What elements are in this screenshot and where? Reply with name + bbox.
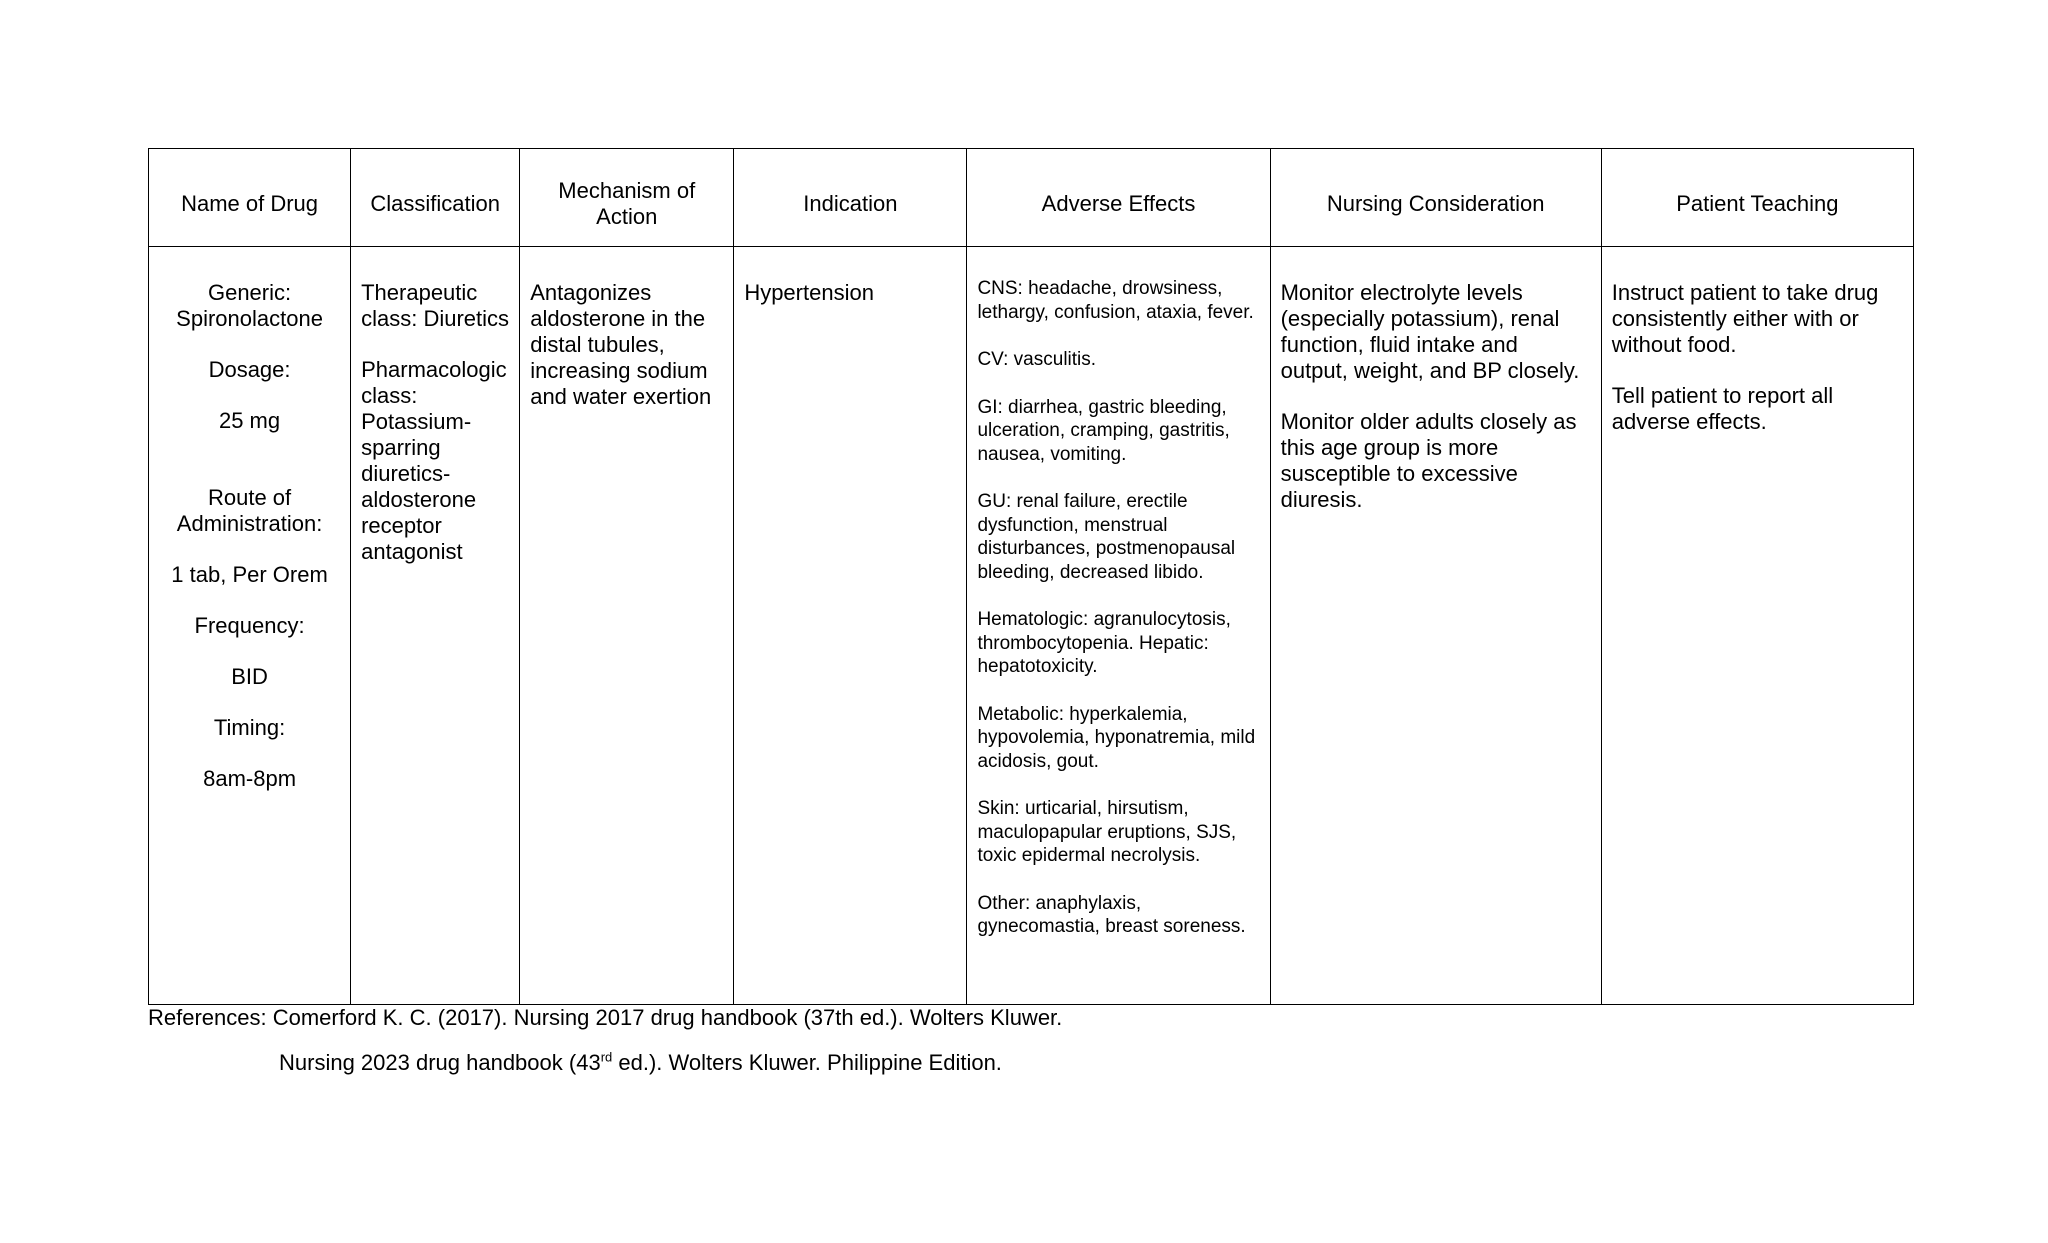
dosage-label: Dosage:: [208, 357, 291, 382]
adverse-effect-hematologic: Hematologic: agranulocytosis, thrombocytopenia. Hepatic: hepatotoxicity.: [977, 609, 1231, 677]
adverse-effect-metabolic: Metabolic: hyperkalemia, hypovolemia, hyponatremia, mild acidosis, gout.: [977, 703, 1256, 772]
references-line-2: [279, 1050, 1002, 1076]
nursing-consideration-1: Monitor electrolyte levels (especially potassium), renal function, fluid intake and output, weight, and BP closely.: [1280, 280, 1580, 383]
pharmacologic-class: Pharmacologic class: Potassium-sparring diuretics-aldosterone receptor antagonist: [361, 357, 507, 564]
header-mechanism-of-action: Mechanism of Action: [520, 149, 734, 247]
frequency-label: Frequency:: [194, 613, 305, 638]
cell-classification: [351, 247, 520, 1005]
timing-label: Timing:: [213, 715, 286, 740]
header-nursing-consideration: Nursing Consideration: [1270, 149, 1601, 247]
table-header-row: [149, 149, 1914, 247]
reference-2-rest: ed.). Wolters Kluwer. Philippine Edition.: [612, 1050, 1002, 1075]
cell-mechanism-of-action: Antagonizes aldosterone in the distal tubules, increasing sodium and water exertion: [520, 247, 734, 1005]
generic-label: Generic:: [207, 280, 292, 305]
frequency-value: BID: [231, 664, 268, 689]
route-value: 1 tab, Per Orem: [171, 562, 328, 587]
timing-value: 8am-8pm: [203, 766, 297, 791]
header-patient-teaching: Patient Teaching: [1601, 149, 1913, 247]
cell-name-of-drug: [149, 247, 351, 1005]
reference-2-text: Nursing 2023 drug handbook (43: [279, 1050, 601, 1075]
header-name-of-drug: Name of Drug: [149, 149, 351, 247]
adverse-effect-cv: CV: vasculitis.: [977, 349, 1097, 370]
cell-indication: Hypertension: [734, 247, 967, 1005]
table-row: [149, 247, 1914, 1005]
cell-adverse-effects: [967, 247, 1270, 1005]
patient-teaching-1: Instruct patient to take drug consistently either with or without food.: [1611, 280, 1879, 357]
adverse-effect-other: Other: anaphylaxis, gynecomastia, breast soreness.: [977, 892, 1246, 937]
adverse-effect-skin: Skin: urticarial, hirsutism, maculopapular eruptions, SJS, toxic epidermal necrolysis.: [977, 798, 1237, 866]
route-label: Route of Administration:: [176, 485, 323, 536]
dosage-value: 25 mg: [218, 408, 281, 433]
cell-patient-teaching: [1601, 247, 1913, 1005]
adverse-effect-cns: CNS: headache, drowsiness, lethargy, confusion, ataxia, fever.: [977, 278, 1254, 323]
adverse-effect-gi: GI: diarrhea, gastric bleeding, ulceration, cramping, gastritis, nausea, vomiting.: [977, 396, 1230, 465]
references-line-1: References: Comerford K. C. (2017). Nursing 2017 drug handbook (37th ed.). Wolters Kluwer.: [148, 1005, 1063, 1030]
header-adverse-effects: Adverse Effects: [967, 149, 1270, 247]
adverse-effect-gu: GU: renal failure, erectile dysfunction, menstrual disturbances, postmenopausal bleeding, decreased libido.: [977, 491, 1236, 583]
nursing-consideration-2: Monitor older adults closely as this age group is more susceptible to excessive diuresis.: [1280, 409, 1577, 512]
therapeutic-class: Therapeutic class: Diuretics: [361, 280, 510, 331]
header-classification: Classification: [351, 149, 520, 247]
patient-teaching-2: Tell patient to report all adverse effects.: [1611, 383, 1834, 434]
header-indication: Indication: [734, 149, 967, 247]
cell-nursing-consideration: [1270, 247, 1601, 1005]
drug-study-table: [148, 148, 1914, 1005]
reference-2-ordinal: rd: [600, 1049, 613, 1065]
generic-value: Spironolactone: [176, 306, 323, 331]
